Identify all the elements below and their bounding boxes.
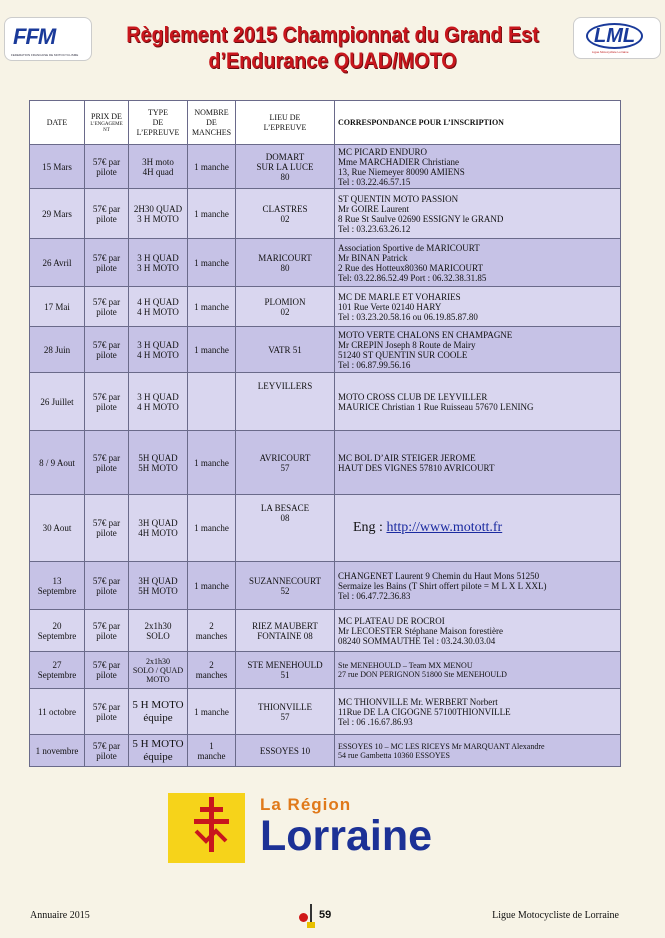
cell-line: 4 H MOTO [137,401,179,412]
cell-date [30,373,85,431]
cell-type [129,373,188,431]
cell-line: 3 H MOTO [137,262,179,273]
cell-line: 1 manche [194,208,229,219]
cell-line: ESSOYES 10 [259,745,311,756]
cell-correspondance [335,431,621,495]
cell-type [129,327,188,373]
cell-line: 2x1h30 [146,656,170,666]
cell-line: MARICOURT [258,252,312,263]
cell-line: Septembre [37,630,77,641]
cell-line: Tel : 03.23.20.58.16 ou 06.19.85.87.80 [338,311,478,322]
cell-line: 26 Avril [42,257,72,268]
cell-line: Mr LECOESTER Stéphane Maison forestière [338,625,503,636]
cell-line: 2 [209,620,214,631]
cell-line: pilote [96,711,117,722]
cell-lieu [236,689,335,735]
cell-prix [85,287,129,327]
cell-line: pilote [96,528,117,538]
cell-manches [188,735,236,767]
page-title [123,22,542,74]
footer-annuaire: Annuaire 2015 [30,910,90,921]
cell-type [129,287,188,327]
cell-line: 57€ par [92,620,121,631]
cell-line: 5H MOTO [138,462,178,473]
cell-line: 29 Mars [42,208,72,219]
cell-correspondance [335,735,621,767]
ffm-logo [4,17,92,61]
cell-type [129,495,188,562]
cell-line: 5H MOTO [138,585,178,596]
cell-line: pilote [96,585,117,596]
cell-line: 57€ par [92,518,121,528]
cell-manches [188,610,236,652]
cell-correspondance [335,287,621,327]
cell-line: MC THIONVILLE Mr. WERBERT Norbert [338,696,498,707]
cell-line: RIEZ MAUBERT [252,620,318,631]
cell-line: 80 [280,262,290,273]
cell-manches [188,652,236,689]
cell-line: 57€ par [92,391,121,402]
cell-line: MOTO CROSS CLUB DE LEYVILLER [338,391,488,402]
motott-link[interactable]: http://www.motott.fr [386,520,503,535]
cell-line: 5H QUAD [138,452,178,463]
cell-line: 57€ par [92,660,121,670]
cell-line: 1 manche [194,161,229,172]
cell-line: 54 rue Gambetta 10360 ESSOYES [338,750,450,760]
cell-lieu [236,287,335,327]
cell-type [129,239,188,287]
cell-date [30,562,85,610]
cell-line: Mr GOIRE Laurent [338,203,409,214]
cell-line: MAURICE Christian 1 Rue Ruisseau 57670 LENING [338,401,534,412]
cell-line: 4 H MOTO [137,306,179,317]
cell-line: 1 manche [194,457,229,468]
cell-line: pilote [96,670,117,680]
table-row [30,610,621,652]
table-row [30,373,621,431]
region-label: La Région [260,795,352,814]
cell-line: 30 Aout [42,523,72,533]
cell-line: 57 [280,462,290,473]
page-number-value: 59 [319,909,332,921]
cell-line: 57€ par [92,203,121,214]
cell-line: STE MENEHOULD [247,660,323,670]
ffm-logo-mark: FFM [13,24,56,49]
cell-manches [188,689,236,735]
cell-line: 27 rue DON PERIGNON 51800 Ste MENEHOULD [338,670,507,679]
cell-line: 13 [52,575,62,586]
cell-line: HAUT DES VIGNES 57810 AVRICOURT [338,462,495,473]
cell-line: pilote [96,262,117,273]
cell-line: pilote [96,630,117,641]
cell-lieu [236,735,335,767]
cell-line: MC PLATEAU DE ROCROI [338,615,445,626]
cell-line: Tel: 03.22.86.52.49 Port : 06.32.38.31.85 [338,272,487,283]
cell-prix [85,652,129,689]
red-dot-icon [299,913,308,922]
cell-line: 80 [280,171,290,182]
region-name: Lorraine [260,812,433,860]
header-prix: PRIX DE L’ENGAGEME NT [85,101,129,145]
cell-line: 101 Rue Verte 02140 HARY [338,301,442,312]
cell-prix [85,735,129,767]
cell-line: Mme MARCHADIER Christiane [338,156,459,167]
cell-line: 1 [209,740,214,751]
cell-line: Sermaize les Bains (T Shirt offert pilote = M L X L XXL) [338,580,547,591]
cell-line: MC BOL D’AIR STEIGER JEROME [338,452,476,463]
cell-line: CHANGENET Laurent 9 Chemin du Haut Mons 51250 [338,570,540,581]
lml-logo-subtitle: Ligue Motocycliste Lorraine [592,50,629,54]
cell-prix [85,189,129,239]
cross-of-lorraine-icon [192,797,232,852]
cell-lieu [236,431,335,495]
cell-type [129,431,188,495]
cell-date [30,287,85,327]
cell-line: 26 Juillet [40,396,74,407]
cell-lieu [236,145,335,189]
cell-line: MOTO [146,674,170,684]
cell-type [129,735,188,767]
cell-line: 20 [52,620,62,631]
cell-line: LEYVILLERS [257,381,313,391]
header-nombre: NOMBRE DE MANCHES [188,101,236,145]
cell-line: 57€ par [92,701,121,712]
cell-line: 4H quad [142,166,174,177]
cell-line: pilote [96,401,117,412]
cell-line: 15 Mars [42,161,72,172]
header-lieu: LIEU DE L’EPREUVE [236,101,335,145]
cell-line: 57€ par [92,252,121,263]
cell-correspondance [335,189,621,239]
table-row [30,327,621,373]
cell-line: 3 H QUAD [137,391,179,402]
cell-line: équipe [143,711,173,724]
table-row [30,431,621,495]
header-date: DATE [30,101,85,145]
ffm-logo-subtitle: FEDERATION FRANCAISE DE MOTOCYCLISME [11,53,79,57]
yellow-square-icon [307,922,315,928]
cell-line: 1 manche [194,344,229,355]
cell-lieu [236,189,335,239]
cell-line: pilote [96,213,117,224]
cell-correspondance [335,495,621,562]
table-row [30,239,621,287]
region-lorraine-logo [168,793,498,865]
table-row [30,145,621,189]
cell-line: VATR 51 [268,344,302,355]
cell-line: 57 [280,711,290,722]
cell-date [30,495,85,562]
cell-line: SUR LA LUCE [256,161,314,172]
cell-line: 3 H MOTO [137,213,179,224]
table-row [30,189,621,239]
cell-line: 57€ par [92,296,121,307]
cell-line: SUZANNECOURT [249,575,321,586]
cell-line: 5 H MOTO [132,698,184,711]
cell-line: 2 Rue des Hotteux80360 MARICOURT [338,262,483,273]
cell-date [30,652,85,689]
cell-prix [85,239,129,287]
cell-prix [85,689,129,735]
cell-line: SOLO [146,630,170,641]
cell-line: Tel : 06 .16.67.86.93 [338,716,413,727]
cell-correspondance [335,373,621,431]
cell-manches [188,189,236,239]
cell-line: manche [197,750,226,761]
cell-line: 3H QUAD [138,575,178,586]
page-number [299,904,359,928]
cell-manches [188,562,236,610]
cell-correspondance [335,652,621,689]
cell-line: 57€ par [92,575,121,586]
cell-line: Tel : 03.23.63.26.12 [338,223,411,234]
cell-lieu [236,327,335,373]
cell-date [30,239,85,287]
table-row [30,652,621,689]
table-row [30,287,621,327]
cell-date [30,735,85,767]
cell-line: Septembre [37,585,77,596]
cell-type [129,189,188,239]
cell-date [30,431,85,495]
cell-correspondance [335,327,621,373]
table-row [30,689,621,735]
cell-prix [85,373,129,431]
cell-line: MC DE MARLE ET VOHARIES [338,291,461,302]
cell-line: 02 [280,306,290,317]
cell-lieu [236,373,335,431]
cell-line: 52 [280,585,290,596]
cell-type [129,145,188,189]
cell-line: 4H MOTO [138,528,178,538]
cell-line: 28 Juin [43,344,71,355]
cell-line: 27 [52,660,62,670]
cell-line: 3 H QUAD [137,252,179,263]
cell-prix [85,562,129,610]
cell-line: 3H moto [142,156,174,167]
cell-line: SOLO / QUAD [132,665,184,675]
cell-line: 51240 ST QUENTIN SUR COOLE [338,349,468,360]
cell-line: PLOMION [264,296,306,307]
cell-line: 13, Rue Niemeyer 80090 AMIENS [338,166,465,177]
cell-prix [85,431,129,495]
cell-line: manches [195,670,228,680]
cell-line: 11Rue DE LA CIGOGNE 57100THIONVILLE [338,706,511,717]
cell-correspondance [335,610,621,652]
cell-line: pilote [96,166,117,177]
pin-stem-icon [310,904,312,924]
cell-line: 2x1h30 [144,620,172,631]
cell-line: CLASTRES [262,203,308,214]
cell-line: pilote [96,750,117,761]
cell-line: 2 [209,660,214,670]
cell-line: manches [195,630,228,641]
cell-line: pilote [96,462,117,473]
cell-line: 3 H QUAD [137,339,179,350]
cell-line: 5 H MOTO [132,737,184,750]
cell-date [30,610,85,652]
cell-correspondance [335,562,621,610]
cell-type [129,652,188,689]
cell-date [30,327,85,373]
cell-date [30,145,85,189]
cell-line: AVRICOURT [259,452,311,463]
cell-line: 51 [280,670,290,680]
cell-line: 08240 SOMMAUTHE Tel : 03.24.30.03.04 [338,635,496,646]
cell-line: 57€ par [92,452,121,463]
cell-manches [188,373,236,431]
cell-line: 3H QUAD [138,518,178,528]
cell-manches [188,327,236,373]
title-line-1: Règlement 2015 Championnat du Grand Est [126,22,539,47]
header-correspondance: CORRESPONDANCE POUR L’INSCRIPTION [335,101,621,145]
cell-line: 2H30 QUAD [133,203,183,214]
lml-logo [573,17,661,59]
cell-line: 02 [280,213,290,224]
cell-prix [85,145,129,189]
cell-line: 57€ par [92,339,121,350]
cell-lieu [236,239,335,287]
cell-line: 1 manche [194,706,229,717]
cell-line: DOMART [265,151,305,162]
cell-line: Mr CREPIN Joseph 8 Route de Mairy [338,339,476,350]
cell-line: 4 H MOTO [137,349,179,360]
cell-line: 8 Rue St Saulve 02690 ESSIGNY le GRAND [338,213,504,224]
cell-line: MOTO VERTE CHALONS EN CHAMPAGNE [338,329,513,340]
cell-line: 17 Mai [44,301,70,312]
table-row [30,562,621,610]
cell-line: Association Sportive de MARICOURT [338,242,480,253]
cell-line: 57€ par [92,740,121,751]
lorraine-flag [168,793,245,863]
calendar-table [29,100,621,767]
cell-line: 8 / 9 Aout [39,457,75,468]
header-type: TYPE DE L’EPREUVE [129,101,188,145]
lml-logo-mark: LML [586,23,643,49]
cell-line: 57€ par [92,156,121,167]
cell-line: 1 manche [194,580,229,591]
eng-label: Eng : [353,520,387,535]
cell-line: ESSOYES 10 – MC LES RICEYS Mr MARQUANT Alexandre [338,741,545,751]
cell-lieu [236,610,335,652]
cell-line: pilote [96,349,117,360]
cell-correspondance [335,239,621,287]
cell-line: 1 manche [194,523,229,533]
cell-date [30,189,85,239]
cell-line: LA BESACE [260,503,310,513]
cell-date [30,689,85,735]
cell-line: 08 [280,513,290,523]
cell-type [129,610,188,652]
cell-line: équipe [143,750,173,763]
cell-line: 1 manche [194,301,229,312]
cell-prix [85,495,129,562]
cell-correspondance [335,145,621,189]
cell-line: FONTAINE 08 [257,630,313,641]
cell-line: Tel : 06.47.72.36.83 [338,590,411,601]
cell-line: Mr BINAN Patrick [338,252,408,263]
cell-line: MC PICARD ENDURO [338,146,428,157]
cell-line: Tel : 03.22.46.57.15 [338,176,411,187]
cell-manches [188,287,236,327]
cell-line: THIONVILLE [258,701,312,712]
cell-line: Ste MENEHOULD – Team MX MENOU [338,661,473,670]
cell-prix [85,327,129,373]
cell-line: 11 octobre [38,706,76,717]
cell-lieu [236,652,335,689]
table-row [30,495,621,562]
cell-prix [85,610,129,652]
cell-lieu [236,495,335,562]
cell-correspondance [335,689,621,735]
cell-manches [188,239,236,287]
cell-type [129,689,188,735]
cell-line: 1 manche [194,257,229,268]
cell-manches [188,145,236,189]
cell-line: Septembre [37,670,77,680]
cell-type [129,562,188,610]
cell-line: pilote [96,306,117,317]
cell-line: 4 H QUAD [137,296,179,307]
title-line-2: d’Endurance QUAD/MOTO [208,48,457,73]
cell-manches [188,495,236,562]
cell-manches [188,431,236,495]
eng-line [338,520,618,536]
header-row [30,101,621,145]
table-row [30,735,621,767]
cell-line: 1 novembre [35,745,79,756]
cell-line: Tel : 06.87.99.56.16 [338,359,411,370]
footer-ligue: Ligue Motocycliste de Lorraine [492,910,619,921]
cell-line: ST QUENTIN MOTO PASSION [338,193,459,204]
cell-lieu [236,562,335,610]
